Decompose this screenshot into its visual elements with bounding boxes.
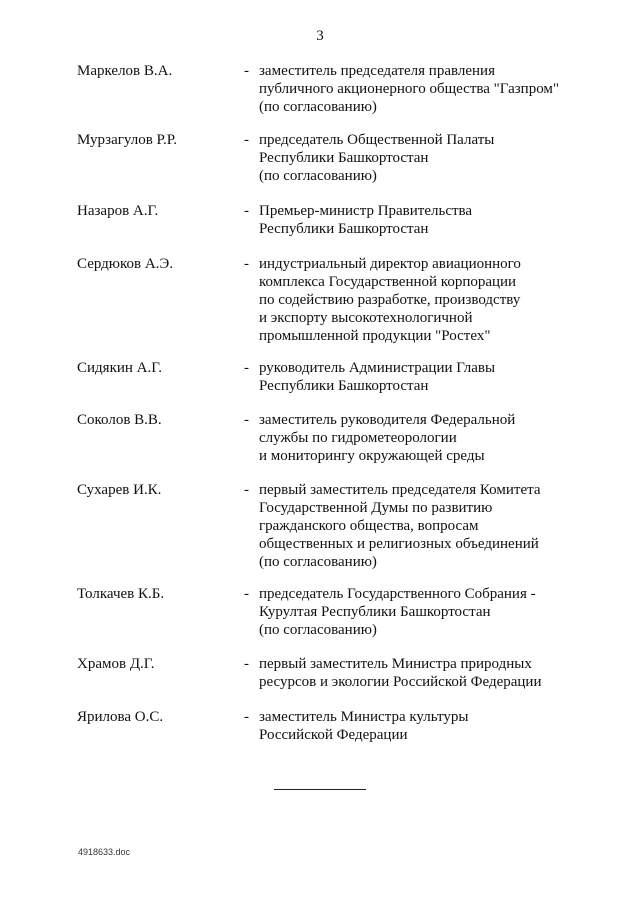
position-line: службы по гидрометеорологии (259, 430, 457, 446)
entry-dash: - (244, 656, 249, 672)
member-name: Сухарев И.К. (77, 482, 162, 498)
position-line: Республики Башкортостан (259, 378, 429, 394)
position-line: публичного акционерного общества "Газпром" (259, 81, 560, 97)
member-name: Назаров А.Г. (77, 203, 159, 219)
entry-dash: - (244, 203, 249, 219)
position-line: председатель Государственного Собрания - (259, 586, 536, 602)
position-line: промышленной продукции "Ростех" (259, 328, 491, 344)
position-line: заместитель руководителя Федеральной (259, 412, 516, 428)
member-position (259, 585, 589, 639)
member-name: Толкачев К.Б. (77, 586, 165, 602)
position-line: комплекса Государственной корпорации (259, 274, 517, 290)
position-line: первый заместитель Министра природных (259, 656, 532, 672)
position-line: первый заместитель председателя Комитета (259, 482, 541, 498)
position-line: (по согласованию) (259, 99, 377, 115)
position-line: заместитель Министра культуры (259, 709, 469, 725)
position-line: ресурсов и экологии Российской Федерации (259, 674, 542, 690)
position-line: и мониторингу окружающей среды (259, 448, 485, 464)
member-name: Сердюков А.Э. (77, 256, 174, 272)
position-line: гражданского общества, вопросам (259, 518, 479, 534)
position-line: Республики Башкортостан (259, 150, 429, 166)
position-line: Государственной Думы по развитию (259, 500, 493, 516)
position-line: Республики Башкортостан (259, 221, 429, 237)
position-line: Российской Федерации (259, 727, 408, 743)
member-name: Сидякин А.Г. (77, 360, 162, 376)
member-position (259, 62, 589, 116)
entry-dash: - (244, 256, 249, 272)
document-filename: 4918633.doc (78, 847, 131, 857)
member-position (259, 708, 589, 744)
member-position (259, 131, 589, 185)
entry-dash: - (244, 709, 249, 725)
end-divider (274, 789, 366, 790)
position-line: председатель Общественной Палаты (259, 132, 495, 148)
position-line: и экспорту высокотехнологичной (259, 310, 473, 326)
position-line: (по согласованию) (259, 168, 377, 184)
entry-dash: - (244, 132, 249, 148)
member-name: Ярилова О.С. (77, 709, 164, 725)
position-line: индустриальный директор авиационного (259, 256, 521, 272)
member-position (259, 411, 589, 465)
member-position (259, 255, 589, 345)
member-position (259, 359, 589, 395)
member-name: Храмов Д.Г. (77, 656, 155, 672)
position-line: общественных и религиозных объединений (259, 536, 539, 552)
member-name: Мурзагулов Р.Р. (77, 132, 177, 148)
position-line: руководитель Администрации Главы (259, 360, 496, 376)
position-line: Премьер-министр Правительства (259, 203, 473, 219)
member-position (259, 655, 589, 691)
member-position (259, 481, 589, 571)
position-line: Курултая Республики Башкортостан (259, 604, 491, 620)
position-line: (по согласованию) (259, 622, 377, 638)
position-line: по содействию разработке, производству (259, 292, 521, 308)
page-number: 3 (316, 28, 324, 44)
position-line: заместитель председателя правления (259, 63, 495, 79)
entry-dash: - (244, 482, 249, 498)
member-position (259, 202, 589, 238)
entry-dash: - (244, 586, 249, 602)
entry-dash: - (244, 412, 249, 428)
position-line: (по согласованию) (259, 554, 377, 570)
entry-dash: - (244, 63, 249, 79)
entry-dash: - (244, 360, 249, 376)
member-name: Соколов В.В. (77, 412, 162, 428)
member-name: Маркелов В.А. (77, 63, 173, 79)
